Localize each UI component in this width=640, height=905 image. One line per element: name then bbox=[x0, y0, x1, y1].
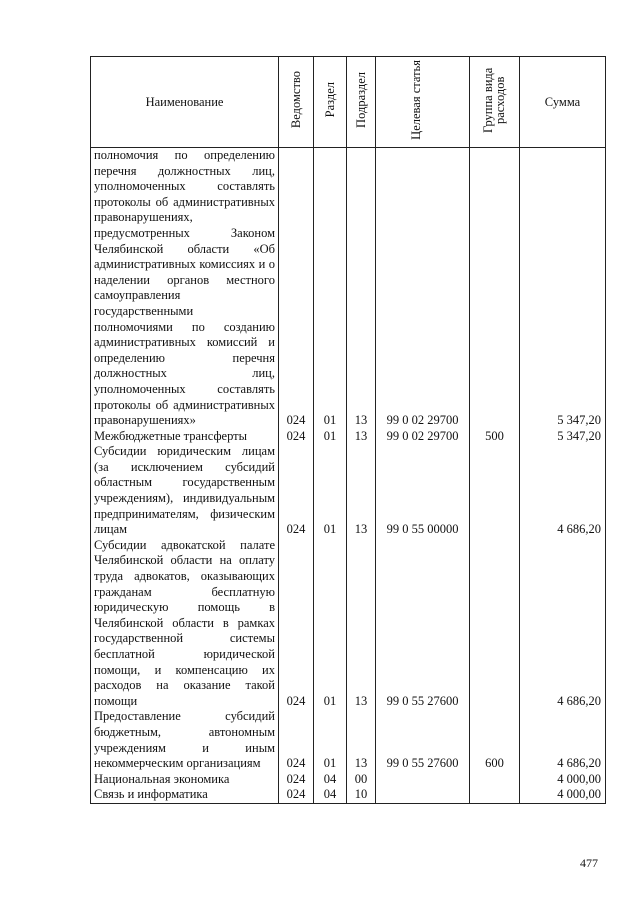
header-ministry: Ведомство bbox=[279, 57, 314, 148]
row-ministry: 024 bbox=[279, 444, 314, 538]
row-sum: 4 000,00 bbox=[520, 787, 606, 803]
row-section: 01 bbox=[314, 429, 347, 445]
table-row bbox=[91, 444, 606, 538]
row-subsection: 13 bbox=[347, 538, 376, 710]
header-name: Наименование bbox=[91, 57, 279, 148]
row-target bbox=[376, 772, 470, 788]
row-sum: 4 686,20 bbox=[520, 709, 606, 771]
table-row bbox=[91, 429, 606, 445]
row-section: 01 bbox=[314, 538, 347, 710]
table-row bbox=[91, 709, 606, 771]
table-header-row bbox=[91, 57, 606, 148]
table-row bbox=[91, 772, 606, 788]
row-section: 04 bbox=[314, 787, 347, 803]
row-group: 500 bbox=[470, 429, 520, 445]
row-target: 99 0 02 29700 bbox=[376, 148, 470, 429]
row-ministry: 024 bbox=[279, 709, 314, 771]
header-expense-group: Группа вида расходов bbox=[470, 57, 520, 148]
row-name: Национальная экономика bbox=[91, 772, 279, 788]
row-name: Предоставление субсидий бюджетным, автономным учреждениям и иным некоммерческим организациям bbox=[91, 709, 279, 771]
row-section: 01 bbox=[314, 444, 347, 538]
row-sum: 4 686,20 bbox=[520, 538, 606, 710]
row-sum: 4 000,00 bbox=[520, 772, 606, 788]
row-name: Субсидии юридическим лицам (за исключением субсидий областным государственным учреждениям), индивидуальным предпринимателям, физическим лицам bbox=[91, 444, 279, 538]
row-target: 99 0 55 27600 bbox=[376, 538, 470, 710]
row-target: 99 0 55 27600 bbox=[376, 709, 470, 771]
row-group bbox=[470, 148, 520, 429]
table-row bbox=[91, 148, 606, 429]
row-sum: 5 347,20 bbox=[520, 148, 606, 429]
header-target-article: Целевая статья bbox=[376, 57, 470, 148]
row-name: полномочия по определению перечня должностных лиц, уполномоченных составлять протоколы об административных правонарушениях, предусмотренных Законом Челябинской области «Об административных комиссиях и о наделении органов местного самоуправления государственными полномочиями по созданию административных комиссий и определению перечня должностных лиц, уполномоченных составлять протоколы об административных правонарушениях» bbox=[91, 148, 279, 429]
row-subsection: 10 bbox=[347, 787, 376, 803]
row-subsection: 00 bbox=[347, 772, 376, 788]
row-subsection: 13 bbox=[347, 444, 376, 538]
row-target bbox=[376, 787, 470, 803]
row-name: Субсидии адвокатской палате Челябинской области на оплату труда адвокатов, оказывающих гражданам бесплатную юридическую помощь в Челябинской области в рамках государственной системы бесплатной юридической помощи, и компенсацию их расходов на оказание такой помощи bbox=[91, 538, 279, 710]
header-section: Раздел bbox=[314, 57, 347, 148]
row-group bbox=[470, 772, 520, 788]
row-group bbox=[470, 538, 520, 710]
table-row bbox=[91, 787, 606, 803]
row-group bbox=[470, 444, 520, 538]
header-subsection: Подраздел bbox=[347, 57, 376, 148]
row-group: 600 bbox=[470, 709, 520, 771]
row-name: Межбюджетные трансферты bbox=[91, 429, 279, 445]
row-ministry: 024 bbox=[279, 538, 314, 710]
row-section: 04 bbox=[314, 772, 347, 788]
budget-table bbox=[90, 56, 606, 804]
row-group bbox=[470, 787, 520, 803]
table-row bbox=[91, 538, 606, 710]
page-number: 477 bbox=[580, 856, 598, 870]
row-subsection: 13 bbox=[347, 429, 376, 445]
header-sum: Сумма bbox=[520, 57, 606, 148]
row-ministry: 024 bbox=[279, 148, 314, 429]
row-ministry: 024 bbox=[279, 429, 314, 445]
row-sum: 5 347,20 bbox=[520, 429, 606, 445]
row-ministry: 024 bbox=[279, 772, 314, 788]
row-ministry: 024 bbox=[279, 787, 314, 803]
row-sum: 4 686,20 bbox=[520, 444, 606, 538]
row-section: 01 bbox=[314, 148, 347, 429]
row-name: Связь и информатика bbox=[91, 787, 279, 803]
row-subsection: 13 bbox=[347, 709, 376, 771]
row-target: 99 0 02 29700 bbox=[376, 429, 470, 445]
row-target: 99 0 55 00000 bbox=[376, 444, 470, 538]
row-subsection: 13 bbox=[347, 148, 376, 429]
row-section: 01 bbox=[314, 709, 347, 771]
